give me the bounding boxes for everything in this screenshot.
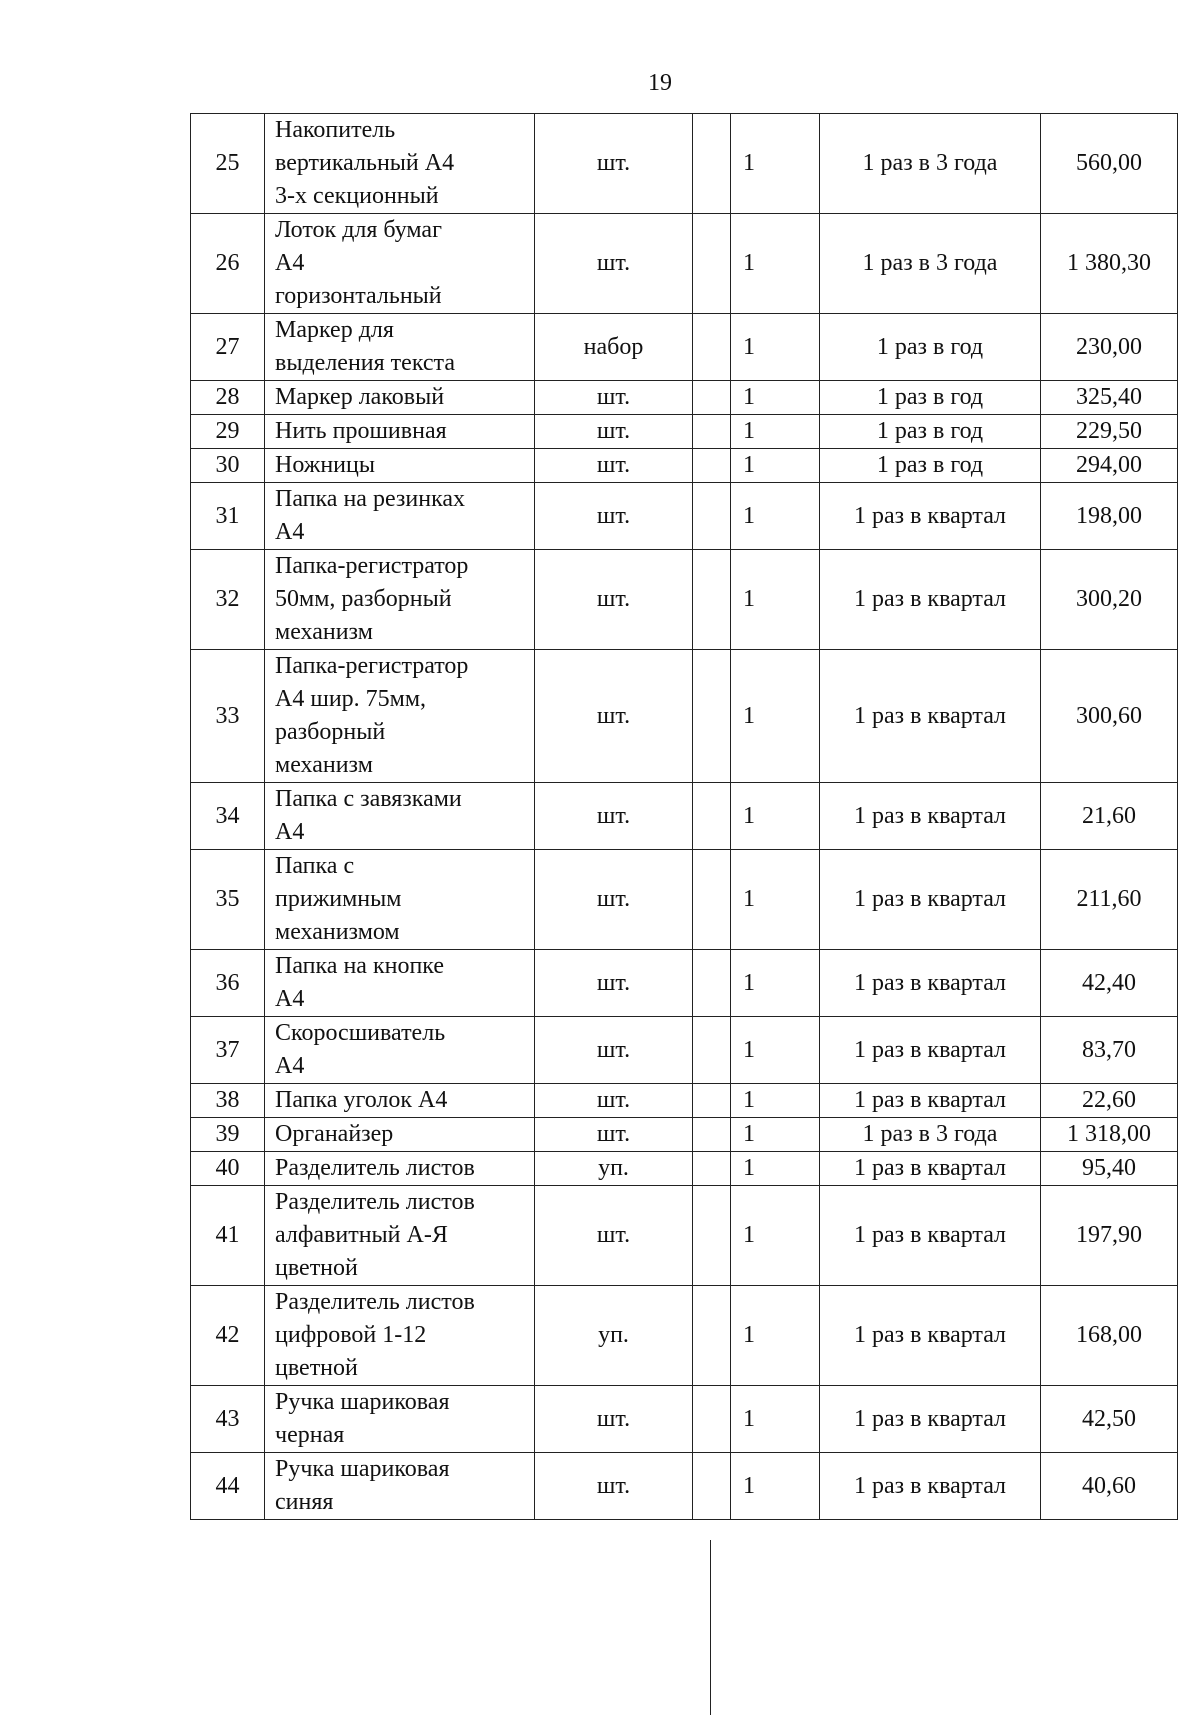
row-number: 28 bbox=[191, 381, 265, 415]
quantity: 1 bbox=[731, 950, 820, 1017]
item-name: Разделитель листов bbox=[265, 1152, 535, 1186]
empty-cell bbox=[693, 415, 731, 449]
item-name: Лоток для бумаг А4 горизонтальный bbox=[265, 214, 535, 314]
replacement-frequency: 1 раз в квартал bbox=[820, 550, 1041, 650]
row-number: 42 bbox=[191, 1286, 265, 1386]
table-row bbox=[191, 1386, 1178, 1453]
table-body bbox=[191, 114, 1178, 1520]
unit-of-measure: шт. bbox=[535, 114, 693, 214]
item-name: Папка уголок А4 bbox=[265, 1084, 535, 1118]
empty-cell bbox=[693, 114, 731, 214]
row-number: 40 bbox=[191, 1152, 265, 1186]
item-name: Папка на кнопке А4 bbox=[265, 950, 535, 1017]
replacement-frequency: 1 раз в 3 года bbox=[820, 114, 1041, 214]
price: 300,60 bbox=[1041, 650, 1178, 783]
item-name: Маркер для выделения текста bbox=[265, 314, 535, 381]
table-row bbox=[191, 114, 1178, 214]
item-name: Органайзер bbox=[265, 1118, 535, 1152]
price: 229,50 bbox=[1041, 415, 1178, 449]
price: 168,00 bbox=[1041, 1286, 1178, 1386]
quantity: 1 bbox=[731, 850, 820, 950]
quantity: 1 bbox=[731, 650, 820, 783]
row-number: 34 bbox=[191, 783, 265, 850]
replacement-frequency: 1 раз в год bbox=[820, 415, 1041, 449]
replacement-frequency: 1 раз в год bbox=[820, 314, 1041, 381]
row-number: 37 bbox=[191, 1017, 265, 1084]
table-row bbox=[191, 1286, 1178, 1386]
price: 21,60 bbox=[1041, 783, 1178, 850]
table-row bbox=[191, 1084, 1178, 1118]
empty-cell bbox=[693, 783, 731, 850]
empty-cell bbox=[693, 214, 731, 314]
row-number: 41 bbox=[191, 1186, 265, 1286]
table-row bbox=[191, 550, 1178, 650]
unit-of-measure: шт. bbox=[535, 214, 693, 314]
replacement-frequency: 1 раз в год bbox=[820, 381, 1041, 415]
table-row bbox=[191, 1186, 1178, 1286]
unit-of-measure: шт. bbox=[535, 483, 693, 550]
quantity: 1 bbox=[731, 415, 820, 449]
unit-of-measure: шт. bbox=[535, 1386, 693, 1453]
row-number: 31 bbox=[191, 483, 265, 550]
row-number: 27 bbox=[191, 314, 265, 381]
price: 294,00 bbox=[1041, 449, 1178, 483]
supply-table bbox=[190, 113, 1178, 1520]
price: 1 318,00 bbox=[1041, 1118, 1178, 1152]
empty-cell bbox=[693, 950, 731, 1017]
table-row bbox=[191, 850, 1178, 950]
item-name: Ручка шариковая черная bbox=[265, 1386, 535, 1453]
empty-cell bbox=[693, 381, 731, 415]
empty-cell bbox=[693, 449, 731, 483]
price: 325,40 bbox=[1041, 381, 1178, 415]
quantity: 1 bbox=[731, 1084, 820, 1118]
quantity: 1 bbox=[731, 314, 820, 381]
row-number: 36 bbox=[191, 950, 265, 1017]
empty-cell bbox=[693, 1386, 731, 1453]
quantity: 1 bbox=[731, 114, 820, 214]
quantity: 1 bbox=[731, 483, 820, 550]
row-number: 35 bbox=[191, 850, 265, 950]
price: 22,60 bbox=[1041, 1084, 1178, 1118]
unit-of-measure: шт. bbox=[535, 1453, 693, 1520]
empty-cell bbox=[693, 1453, 731, 1520]
unit-of-measure: шт. bbox=[535, 415, 693, 449]
price: 197,90 bbox=[1041, 1186, 1178, 1286]
item-name: Папка-регистратор 50мм, разборный механизм bbox=[265, 550, 535, 650]
replacement-frequency: 1 раз в квартал bbox=[820, 1386, 1041, 1453]
replacement-frequency: 1 раз в квартал bbox=[820, 1017, 1041, 1084]
price: 560,00 bbox=[1041, 114, 1178, 214]
row-number: 44 bbox=[191, 1453, 265, 1520]
item-name: Разделитель листов цифровой 1-12 цветной bbox=[265, 1286, 535, 1386]
unit-of-measure: набор bbox=[535, 314, 693, 381]
price: 198,00 bbox=[1041, 483, 1178, 550]
unit-of-measure: шт. bbox=[535, 550, 693, 650]
price: 42,50 bbox=[1041, 1386, 1178, 1453]
item-name: Ножницы bbox=[265, 449, 535, 483]
replacement-frequency: 1 раз в квартал bbox=[820, 1084, 1041, 1118]
table-row bbox=[191, 214, 1178, 314]
replacement-frequency: 1 раз в 3 года bbox=[820, 214, 1041, 314]
empty-cell bbox=[693, 650, 731, 783]
quantity: 1 bbox=[731, 783, 820, 850]
item-name: Нить прошивная bbox=[265, 415, 535, 449]
quantity: 1 bbox=[731, 1286, 820, 1386]
table-row bbox=[191, 950, 1178, 1017]
price: 83,70 bbox=[1041, 1017, 1178, 1084]
unit-of-measure: шт. bbox=[535, 650, 693, 783]
price: 1 380,30 bbox=[1041, 214, 1178, 314]
item-name: Ручка шариковая синяя bbox=[265, 1453, 535, 1520]
empty-cell bbox=[693, 1152, 731, 1186]
quantity: 1 bbox=[731, 214, 820, 314]
price: 300,20 bbox=[1041, 550, 1178, 650]
replacement-frequency: 1 раз в квартал bbox=[820, 1152, 1041, 1186]
table-row bbox=[191, 483, 1178, 550]
unit-of-measure: шт. bbox=[535, 449, 693, 483]
empty-cell bbox=[693, 1186, 731, 1286]
replacement-frequency: 1 раз в квартал bbox=[820, 783, 1041, 850]
table-row bbox=[191, 381, 1178, 415]
empty-cell bbox=[693, 1017, 731, 1084]
replacement-frequency: 1 раз в год bbox=[820, 449, 1041, 483]
table-row bbox=[191, 1152, 1178, 1186]
unit-of-measure: шт. bbox=[535, 1084, 693, 1118]
replacement-frequency: 1 раз в квартал bbox=[820, 850, 1041, 950]
quantity: 1 bbox=[731, 1386, 820, 1453]
unit-of-measure: шт. bbox=[535, 1186, 693, 1286]
replacement-frequency: 1 раз в квартал bbox=[820, 1186, 1041, 1286]
quantity: 1 bbox=[731, 1453, 820, 1520]
item-name: Разделитель листов алфавитный А-Я цветной bbox=[265, 1186, 535, 1286]
row-number: 29 bbox=[191, 415, 265, 449]
empty-cell bbox=[693, 314, 731, 381]
price: 40,60 bbox=[1041, 1453, 1178, 1520]
table-row bbox=[191, 449, 1178, 483]
quantity: 1 bbox=[731, 449, 820, 483]
row-number: 43 bbox=[191, 1386, 265, 1453]
table-row bbox=[191, 783, 1178, 850]
quantity: 1 bbox=[731, 1186, 820, 1286]
empty-cell bbox=[693, 550, 731, 650]
item-name: Папка с прижимным механизмом bbox=[265, 850, 535, 950]
row-number: 32 bbox=[191, 550, 265, 650]
unit-of-measure: уп. bbox=[535, 1286, 693, 1386]
replacement-frequency: 1 раз в квартал bbox=[820, 650, 1041, 783]
item-name: Папка-регистратор А4 шир. 75мм, разборный механизм bbox=[265, 650, 535, 783]
row-number: 38 bbox=[191, 1084, 265, 1118]
price: 95,40 bbox=[1041, 1152, 1178, 1186]
table-row bbox=[191, 1017, 1178, 1084]
replacement-frequency: 1 раз в квартал bbox=[820, 483, 1041, 550]
row-number: 25 bbox=[191, 114, 265, 214]
unit-of-measure: уп. bbox=[535, 1152, 693, 1186]
unit-of-measure: шт. bbox=[535, 1017, 693, 1084]
empty-cell bbox=[693, 850, 731, 950]
unit-of-measure: шт. bbox=[535, 783, 693, 850]
column-divider-continuation bbox=[710, 1540, 711, 1715]
row-number: 33 bbox=[191, 650, 265, 783]
item-name: Маркер лаковый bbox=[265, 381, 535, 415]
price: 42,40 bbox=[1041, 950, 1178, 1017]
table-row bbox=[191, 314, 1178, 381]
unit-of-measure: шт. bbox=[535, 1118, 693, 1152]
unit-of-measure: шт. bbox=[535, 381, 693, 415]
quantity: 1 bbox=[731, 550, 820, 650]
quantity: 1 bbox=[731, 1118, 820, 1152]
quantity: 1 bbox=[731, 1152, 820, 1186]
table-row bbox=[191, 650, 1178, 783]
item-name: Скоросшиватель А4 bbox=[265, 1017, 535, 1084]
price: 211,60 bbox=[1041, 850, 1178, 950]
replacement-frequency: 1 раз в квартал bbox=[820, 1286, 1041, 1386]
empty-cell bbox=[693, 483, 731, 550]
empty-cell bbox=[693, 1084, 731, 1118]
empty-cell bbox=[693, 1286, 731, 1386]
table-row bbox=[191, 415, 1178, 449]
table-row bbox=[191, 1118, 1178, 1152]
unit-of-measure: шт. bbox=[535, 850, 693, 950]
replacement-frequency: 1 раз в квартал bbox=[820, 1453, 1041, 1520]
row-number: 26 bbox=[191, 214, 265, 314]
row-number: 39 bbox=[191, 1118, 265, 1152]
table-row bbox=[191, 1453, 1178, 1520]
unit-of-measure: шт. bbox=[535, 950, 693, 1017]
item-name: Накопитель вертикальный А4 3-х секционный bbox=[265, 114, 535, 214]
quantity: 1 bbox=[731, 381, 820, 415]
row-number: 30 bbox=[191, 449, 265, 483]
item-name: Папка на резинках А4 bbox=[265, 483, 535, 550]
price: 230,00 bbox=[1041, 314, 1178, 381]
quantity: 1 bbox=[731, 1017, 820, 1084]
replacement-frequency: 1 раз в квартал bbox=[820, 950, 1041, 1017]
empty-cell bbox=[693, 1118, 731, 1152]
item-name: Папка с завязками А4 bbox=[265, 783, 535, 850]
page-number: 19 bbox=[648, 70, 672, 96]
replacement-frequency: 1 раз в 3 года bbox=[820, 1118, 1041, 1152]
